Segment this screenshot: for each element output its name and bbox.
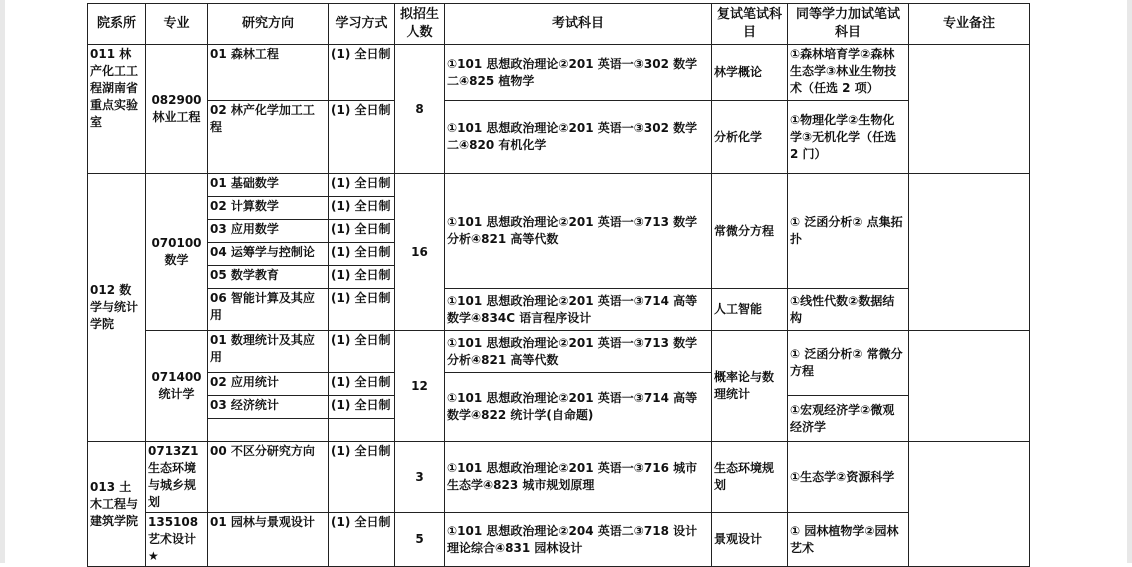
- direction-cell: [208, 419, 329, 442]
- major-cell: 071400 统计学: [146, 331, 208, 442]
- major-cell: 070100 数学: [146, 174, 208, 331]
- col-header: 考试科目: [445, 4, 712, 45]
- retest-cell: 分析化学: [712, 101, 788, 174]
- direction-cell: 01 园林与景观设计: [208, 513, 329, 567]
- mode-cell: (1) 全日制: [329, 442, 395, 513]
- direction-cell: 01 森林工程: [208, 45, 329, 101]
- direction-cell: 01 基础数学: [208, 174, 329, 197]
- mode-cell: (1) 全日制: [329, 513, 395, 567]
- exam-cell: ①101 思想政治理论②201 英语一③714 高等数学④834C 语言程序设计: [445, 289, 712, 331]
- note-cell: [909, 45, 1030, 174]
- retest-cell: 常微分方程: [712, 174, 788, 289]
- retest-cell: 生态环境规划: [712, 442, 788, 513]
- retest-cell: 概率论与数理统计: [712, 331, 788, 442]
- equiv-cell: ①生态学②资源科学: [788, 442, 909, 513]
- count-cell: 3: [395, 442, 445, 513]
- direction-cell: 02 林产化学加工工程: [208, 101, 329, 174]
- mode-cell: (1) 全日制: [329, 243, 395, 266]
- retest-cell: 景观设计: [712, 513, 788, 567]
- col-header: 复试笔试科目: [712, 4, 788, 45]
- table-row: [88, 513, 1030, 567]
- col-header: 专业: [146, 4, 208, 45]
- equiv-cell: ①森林培育学②森林生态学③林业生物技术（任选 2 项）: [788, 45, 909, 101]
- mode-cell: [329, 419, 395, 442]
- direction-cell: 03 经济统计: [208, 396, 329, 419]
- direction-cell: 02 应用统计: [208, 373, 329, 396]
- direction-cell: 00 不区分研究方向: [208, 442, 329, 513]
- exam-cell: ①101 思想政治理论②201 英语一③302 数学二④820 有机化学: [445, 101, 712, 174]
- count-cell: 12: [395, 331, 445, 442]
- equiv-cell: ①物理化学②生物化学③无机化学（任选 2 门）: [788, 101, 909, 174]
- mode-cell: (1) 全日制: [329, 266, 395, 289]
- equiv-cell: ① 泛函分析② 点集拓扑: [788, 174, 909, 289]
- dept-cell: 012 数学与统计学院: [88, 174, 146, 442]
- exam-cell: ①101 思想政治理论②201 英语一③713 数学分析④821 高等代数: [445, 331, 712, 373]
- dept-cell: 011 林产化工工程湖南省重点实验室: [88, 45, 146, 174]
- note-cell: [909, 174, 1030, 331]
- col-header: 院系所: [88, 4, 146, 45]
- mode-cell: (1) 全日制: [329, 396, 395, 419]
- exam-cell: ①101 思想政治理论②204 英语二③718 设计理论综合④831 园林设计: [445, 513, 712, 567]
- header-row: [88, 4, 1030, 45]
- direction-cell: 02 计算数学: [208, 197, 329, 220]
- exam-cell: ①101 思想政治理论②201 英语一③716 城市生态学④823 城市规划原理: [445, 442, 712, 513]
- count-cell: 5: [395, 513, 445, 567]
- count-cell: 16: [395, 174, 445, 331]
- mode-cell: (1) 全日制: [329, 331, 395, 373]
- col-header: 同等学力加试笔试科目: [788, 4, 909, 45]
- equiv-cell: ①线性代数②数据结构: [788, 289, 909, 331]
- note-cell: [909, 331, 1030, 442]
- mode-cell: (1) 全日制: [329, 220, 395, 243]
- table-row: [88, 289, 1030, 331]
- direction-cell: 04 运筹学与控制论: [208, 243, 329, 266]
- retest-cell: 人工智能: [712, 289, 788, 331]
- col-header: 专业备注: [909, 4, 1030, 45]
- dept-cell: 013 土木工程与建筑学院: [88, 442, 146, 567]
- mode-cell: (1) 全日制: [329, 289, 395, 331]
- mode-cell: (1) 全日制: [329, 174, 395, 197]
- mode-cell: (1) 全日制: [329, 45, 395, 101]
- equiv-cell: ① 泛函分析② 常微分方程: [788, 331, 909, 396]
- table-row: [88, 45, 1030, 101]
- major-cell: 135108 艺术设计★: [146, 513, 208, 567]
- exam-cell: ①101 思想政治理论②201 英语一③714 高等数学④822 统计学(自命题): [445, 373, 712, 442]
- table-row: [88, 101, 1030, 174]
- direction-cell: 03 应用数学: [208, 220, 329, 243]
- direction-cell: 05 数学教育: [208, 266, 329, 289]
- major-cell: 082900 林业工程: [146, 45, 208, 174]
- exam-cell: ①101 思想政治理论②201 英语一③302 数学二④825 植物学: [445, 45, 712, 101]
- col-header: 学习方式: [329, 4, 395, 45]
- table-row: [88, 442, 1030, 513]
- equiv-cell: ① 园林植物学②园林艺术: [788, 513, 909, 567]
- table-row: [88, 331, 1030, 373]
- right-scrollbar-strip: [1127, 0, 1132, 563]
- mode-cell: (1) 全日制: [329, 373, 395, 396]
- retest-cell: 林学概论: [712, 45, 788, 101]
- count-cell: 8: [395, 45, 445, 174]
- equiv-cell: ①宏观经济学②微观经济学: [788, 396, 909, 442]
- note-cell: [909, 442, 1030, 567]
- col-header: 研究方向: [208, 4, 329, 45]
- mode-cell: (1) 全日制: [329, 101, 395, 174]
- direction-cell: 06 智能计算及其应用: [208, 289, 329, 331]
- major-cell: 0713Z1 生态环境与城乡规划: [146, 442, 208, 513]
- direction-cell: 01 数理统计及其应用: [208, 331, 329, 373]
- col-header: 拟招生人数: [395, 4, 445, 45]
- mode-cell: (1) 全日制: [329, 197, 395, 220]
- left-scrollbar-strip: [0, 0, 5, 563]
- admissions-table: [87, 3, 1030, 567]
- table-row: [88, 174, 1030, 197]
- exam-cell: ①101 思想政治理论②201 英语一③713 数学分析④821 高等代数: [445, 174, 712, 289]
